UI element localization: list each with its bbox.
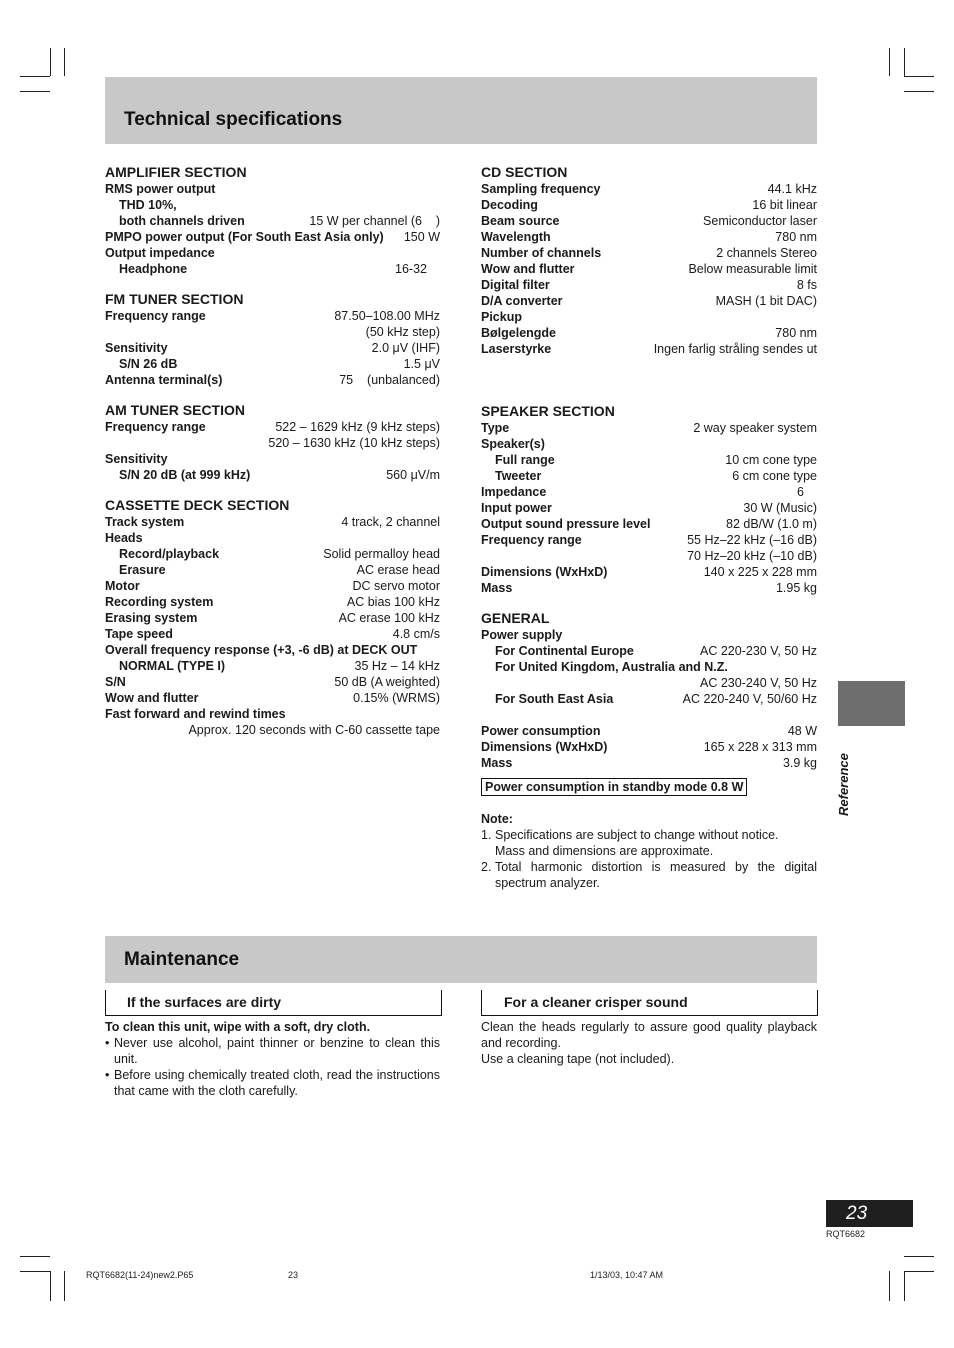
spec-value: AC 220-240 V, 50/60 Hz: [682, 692, 817, 706]
fm-heading: FM TUNER SECTION: [105, 291, 244, 307]
spec-value: 70 Hz–20 kHz (–10 dB): [687, 549, 817, 563]
spec-value: 165 x 228 x 313 mm: [703, 740, 817, 754]
header-banner: [105, 77, 817, 144]
spec-label: Erasure: [119, 563, 166, 577]
spec-value: DC servo motor: [352, 579, 440, 593]
spec-value: 87.50–108.00 MHz: [334, 309, 440, 323]
side-label-text: Reference: [836, 753, 851, 816]
spec-value: 10 cm cone type: [725, 453, 817, 467]
spec-value: 75 (unbalanced): [339, 373, 440, 387]
spec-value: 35 Hz – 14 kHz: [354, 659, 440, 673]
crop-mark: [904, 91, 934, 92]
spec-label: Sampling frequency: [481, 182, 601, 196]
spec-label: Digital filter: [481, 278, 550, 292]
note-item: [481, 859, 817, 891]
note-text: Total harmonic distortion is measured by the digital spectrum analyzer.: [495, 860, 817, 890]
spec-label: Power consumption: [481, 724, 601, 738]
spec-label: Dimensions (WxHxD): [481, 565, 608, 579]
maintenance-left-body: [105, 1019, 440, 1099]
spec-label: Decoding: [481, 198, 538, 212]
spec-label: Frequency range: [105, 420, 206, 434]
spec-value: 6: [797, 485, 804, 499]
maintenance-left-subheading: [105, 990, 442, 1016]
cassette-heading: CASSETTE DECK SECTION: [105, 497, 290, 513]
crop-mark: [50, 48, 51, 76]
spec-label: For United Kingdom, Australia and N.Z.: [495, 660, 728, 674]
spec-label: Bølgelengde: [481, 326, 557, 340]
footer-page: 23: [288, 1270, 299, 1280]
spec-value: (50 kHz step): [365, 325, 440, 339]
crop-mark: [904, 1271, 905, 1301]
spec-label: Track system: [105, 515, 185, 529]
spec-value: 4 track, 2 channel: [341, 515, 440, 529]
spec-label: Input power: [481, 501, 552, 515]
crop-mark: [904, 76, 934, 77]
crop-mark: [904, 1271, 934, 1272]
spec-label: Frequency range: [105, 309, 206, 323]
footer-timestamp: 1/13/03, 10:47 AM: [590, 1270, 664, 1280]
crop-mark: [64, 48, 65, 76]
spec-label: Motor: [105, 579, 140, 593]
paragraph: Use a cleaning tape (not included).: [481, 1052, 675, 1066]
spec-value: 560 μV/m: [386, 468, 440, 482]
spec-label: Fast forward and rewind times: [105, 707, 286, 721]
spec-value: 150 W: [403, 230, 440, 244]
spec-label: S/N: [105, 675, 126, 689]
spec-label: Impedance: [481, 485, 547, 499]
note-item: [481, 827, 817, 859]
crop-mark: [904, 48, 905, 76]
spec-value: AC 220-230 V, 50 Hz: [700, 644, 817, 658]
am-heading: AM TUNER SECTION: [105, 402, 245, 418]
spec-value: 2 way speaker system: [693, 421, 817, 435]
note-heading: Note:: [481, 812, 513, 826]
spec-value: Approx. 120 seconds with C-60 cassette tape: [188, 723, 440, 737]
section-tab: [838, 681, 905, 726]
spec-value: 522 – 1629 kHz (9 kHz steps): [275, 420, 440, 434]
spec-label: Overall frequency response (+3, -6 dB) at DECK OUT: [105, 643, 418, 657]
list-item: [105, 1067, 440, 1099]
spec-label: Erasing system: [105, 611, 198, 625]
spec-label: Sensitivity: [105, 341, 168, 355]
spec-label: For South East Asia: [495, 692, 614, 706]
spec-value: 16 bit linear: [752, 198, 817, 212]
crop-mark: [20, 1271, 50, 1272]
subheading-text: If the surfaces are dirty: [127, 994, 282, 1010]
spec-label: For Continental Europe: [495, 644, 634, 658]
spec-value: AC bias 100 kHz: [346, 595, 440, 609]
spec-value: AC erase head: [356, 563, 440, 577]
page-title: Technical specifications: [124, 109, 343, 130]
spec-label: Mass: [481, 581, 513, 595]
paragraph: Clean the heads regularly to assure good quality playback and recording.: [481, 1020, 817, 1050]
spec-column-left: [105, 164, 440, 738]
maintenance-title: Maintenance: [124, 949, 240, 970]
spec-label: Frequency range: [481, 533, 582, 547]
spec-label: RMS power output: [105, 182, 216, 196]
note-number: 2.: [481, 860, 492, 874]
spec-column-right: [481, 164, 817, 891]
spec-value: 16-32: [395, 262, 427, 276]
spec-label: Pickup: [481, 310, 522, 324]
doc-code: RQT6682: [826, 1229, 866, 1239]
spec-label: Wow and flutter: [481, 262, 575, 276]
spec-value: 15 W per channel (6 ): [309, 214, 440, 228]
spec-label: S/N 26 dB: [119, 357, 178, 371]
spec-label: Tape speed: [105, 627, 173, 641]
spec-value: 1.95 kg: [775, 581, 817, 595]
spec-label: Output impedance: [105, 246, 215, 260]
footer-file: RQT6682(11-24)new2.P65: [86, 1270, 194, 1280]
crop-mark: [889, 1271, 890, 1301]
amplifier-heading: AMPLIFIER SECTION: [105, 164, 247, 180]
spec-value: Semiconductor laser: [703, 214, 817, 228]
crop-mark: [64, 1271, 65, 1301]
spec-label: Power supply: [481, 628, 563, 642]
spec-value: 44.1 kHz: [767, 182, 817, 196]
side-label: [836, 738, 852, 818]
spec-label: Output sound pressure level: [481, 517, 651, 531]
page-number: 23: [826, 1200, 913, 1227]
spec-label: Heads: [105, 531, 143, 545]
spec-label: S/N 20 dB (at 999 kHz): [119, 468, 251, 482]
maintenance-banner: [105, 936, 817, 983]
spec-value: 50 dB (A weighted): [334, 675, 440, 689]
note-text: Specifications are subject to change without notice.: [495, 828, 779, 842]
crop-mark: [904, 1256, 934, 1257]
spec-label: Wavelength: [481, 230, 551, 244]
speaker-heading: SPEAKER SECTION: [481, 403, 615, 419]
spec-label: D/A converter: [481, 294, 563, 308]
spec-label: Recording system: [105, 595, 214, 609]
spec-value: 140 x 225 x 228 mm: [703, 565, 817, 579]
note-text: Mass and dimensions are approximate.: [495, 844, 714, 858]
spec-value: 780 nm: [775, 230, 817, 244]
general-heading: GENERAL: [481, 610, 550, 626]
list-item-text: Before using chemically treated cloth, read the instructions that came with the cloth carefully.: [114, 1068, 440, 1098]
bullet: •: [105, 1036, 110, 1050]
spec-value: 6 cm cone type: [732, 469, 817, 483]
crop-mark: [20, 1256, 50, 1257]
subheading-text: For a cleaner crisper sound: [504, 994, 688, 1010]
spec-label: NORMAL (TYPE I): [119, 659, 226, 673]
spec-value: AC erase 100 kHz: [338, 611, 440, 625]
spec-value: 48 W: [787, 724, 817, 738]
spec-label: Tweeter: [495, 469, 542, 483]
spec-label: Dimensions (WxHxD): [481, 740, 608, 754]
crop-mark: [50, 1271, 51, 1301]
list-item: [105, 1035, 440, 1067]
cleaning-lead: To clean this unit, wipe with a soft, dry cloth.: [105, 1020, 371, 1034]
standby-power-box: Power consumption in standby mode 0.8 W: [481, 778, 747, 796]
spec-label: both channels driven: [119, 214, 245, 228]
spec-label: PMPO power output (For South East Asia only): [105, 230, 384, 244]
spec-value: 2 channels Stereo: [716, 246, 817, 260]
spec-label: Full range: [495, 453, 555, 467]
note-number: 1.: [481, 828, 492, 842]
spec-label: Mass: [481, 756, 513, 770]
cd-heading: CD SECTION: [481, 164, 568, 180]
spec-value: Ingen farlig stråling sendes ut: [653, 342, 817, 356]
maintenance-right-body: [481, 1019, 817, 1067]
spec-label: Laserstyrke: [481, 342, 552, 356]
bullet: •: [105, 1068, 110, 1082]
spec-value: MASH (1 bit DAC): [715, 294, 817, 308]
spec-value: AC 230-240 V, 50 Hz: [700, 676, 817, 690]
spec-value: 1.5 μV: [403, 357, 440, 371]
spec-label: Wow and flutter: [105, 691, 199, 705]
spec-value: 8 fs: [796, 278, 817, 292]
spec-value: 520 – 1630 kHz (10 kHz steps): [268, 436, 440, 450]
spec-label: Number of channels: [481, 246, 602, 260]
spec-label: Antenna terminal(s): [105, 373, 223, 387]
spec-label: Headphone: [119, 262, 188, 276]
spec-value: 30 W (Music): [743, 501, 817, 515]
spec-value: 0.15% (WRMS): [353, 691, 440, 705]
spec-value: 3.9 kg: [782, 756, 817, 770]
spec-label: Record/playback: [119, 547, 220, 561]
spec-label: THD 10%,: [119, 198, 177, 212]
crop-mark: [889, 48, 890, 76]
maintenance-right-subheading: [481, 990, 818, 1016]
spec-label: Beam source: [481, 214, 560, 228]
spec-value: Solid permalloy head: [323, 547, 440, 561]
spec-label: Speaker(s): [481, 437, 545, 451]
spec-label: Type: [481, 421, 510, 435]
spec-value: 82 dB/W (1.0 m): [726, 517, 817, 531]
spec-value: Below measurable limit: [688, 262, 817, 276]
spec-label: Sensitivity: [105, 452, 168, 466]
spec-value: 780 nm: [775, 326, 817, 340]
spec-value: 2.0 μV (IHF): [371, 341, 440, 355]
spec-value: 4.8 cm/s: [392, 627, 440, 641]
list-item-text: Never use alcohol, paint thinner or benzine to clean this unit.: [114, 1036, 440, 1066]
crop-mark: [20, 76, 50, 77]
spec-value: 55 Hz–22 kHz (–16 dB): [687, 533, 817, 547]
crop-mark: [20, 91, 50, 92]
